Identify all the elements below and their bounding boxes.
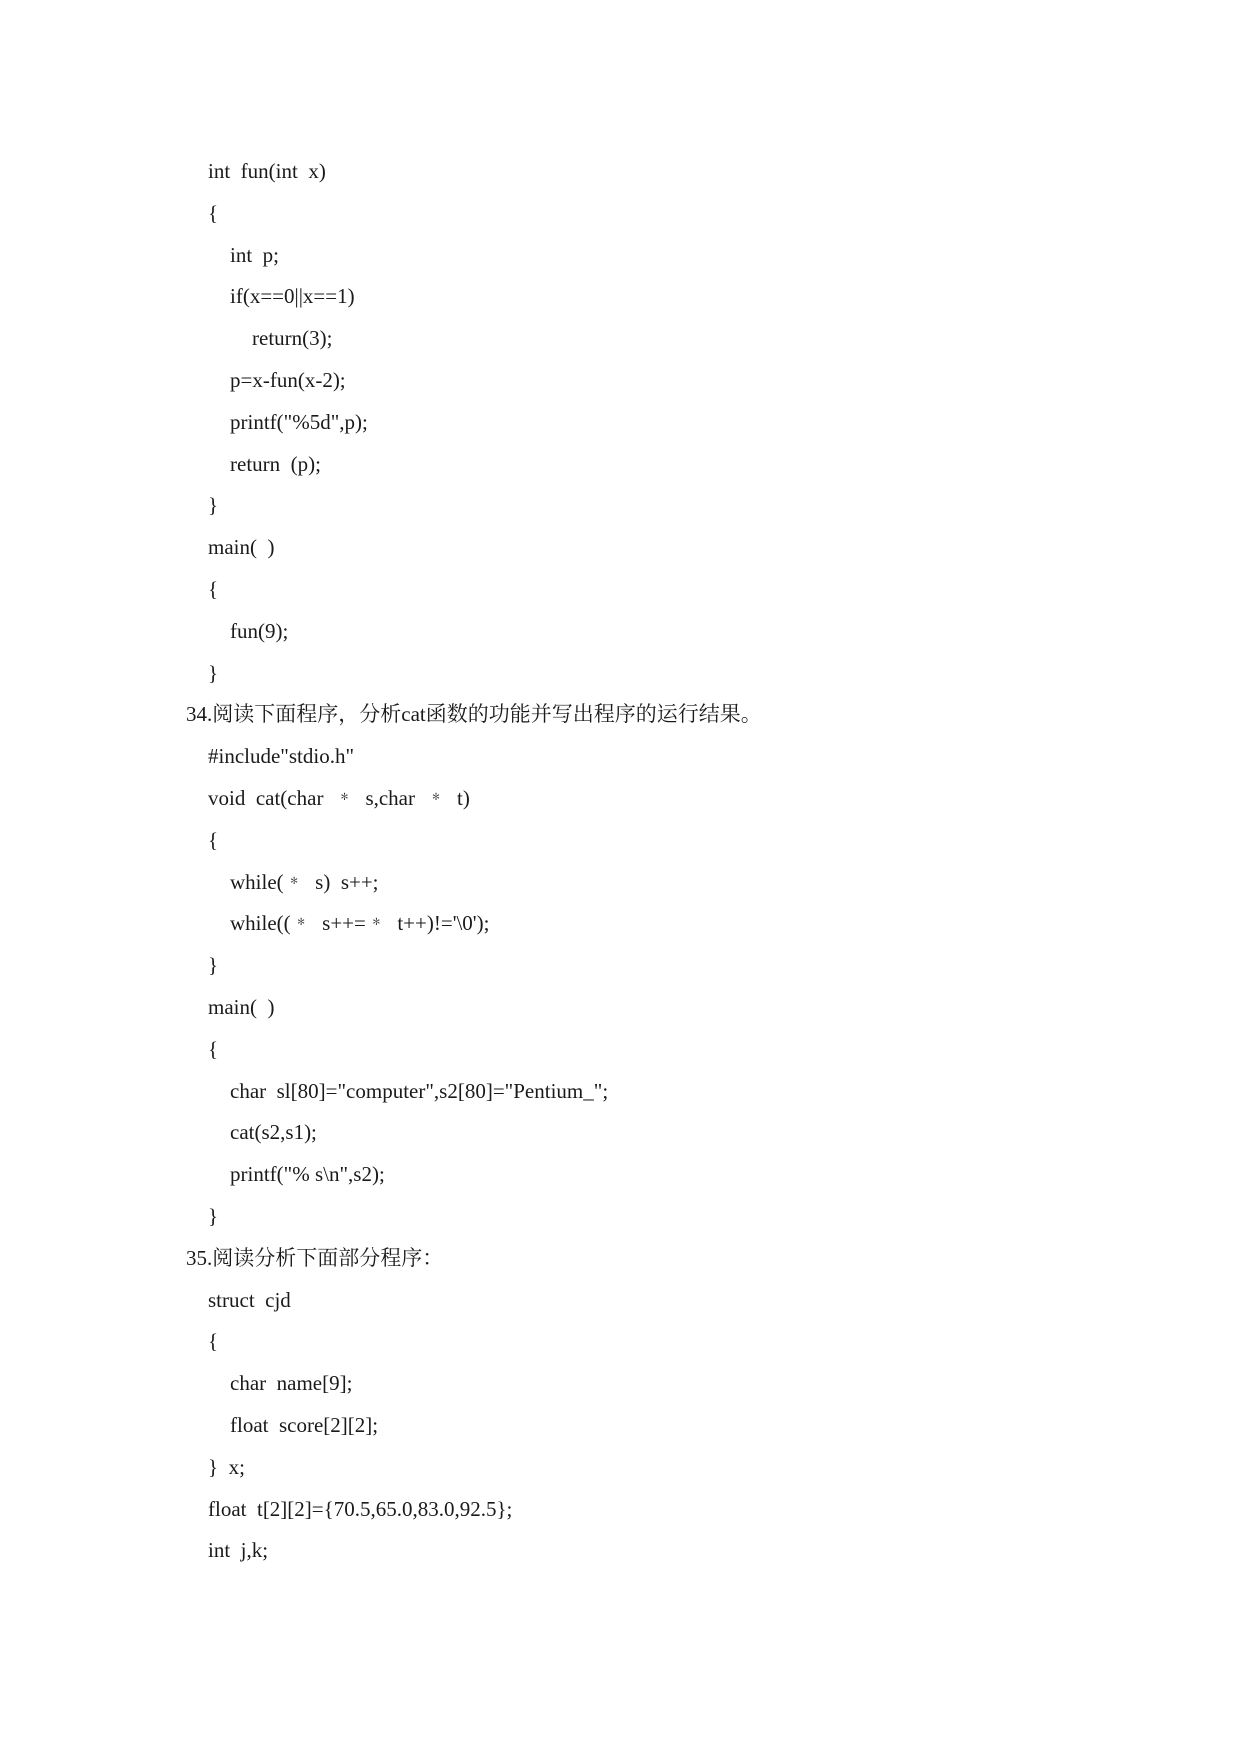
code-line [0,1534,1241,1576]
code-line [0,740,1241,782]
code-text: cat(s2,s1); [230,1120,317,1145]
code-text: main( ) [208,994,275,1019]
code-line [0,406,1241,448]
code-line [0,1075,1241,1117]
code-text: int p; [230,242,280,267]
code-text: return(3); [252,326,333,351]
code-text: } [208,660,219,685]
code-text: printf("% s\n",s2); [230,1162,385,1187]
code-text: return (p); [230,451,321,476]
code-line [0,1200,1241,1242]
question-text: 34.阅读下面程序，分析cat函数的功能并写出程序的运行结果。 [186,702,762,727]
code-line [0,907,1241,949]
code-line [0,1409,1241,1451]
code-line [0,949,1241,991]
code-line [0,1493,1241,1535]
code-text: int j,k; [208,1538,269,1563]
document-body [0,155,1241,1576]
code-line [0,782,1241,824]
code-text: { [208,827,219,852]
code-line [0,364,1241,406]
code-text: } [208,1203,219,1228]
code-text: while((﹡ s++=﹡ t++)!='\0'); [230,911,490,936]
code-line [0,866,1241,908]
code-line [0,615,1241,657]
code-text: { [208,1036,219,1061]
code-text: float t[2][2]={70.5,65.0,83.0,92.5}; [208,1496,513,1521]
question-heading-line [0,1242,1241,1284]
code-line [0,824,1241,866]
code-text: printf("%5d",p); [230,409,368,434]
question-text: 35.阅读分析下面部分程序： [186,1245,444,1270]
question-heading-line [0,698,1241,740]
code-text: { [208,200,219,225]
code-text: struct cjd [208,1287,291,1312]
code-line [0,239,1241,281]
code-text: } [208,493,219,518]
code-text: } [208,953,219,978]
code-text: { [208,1329,219,1354]
code-line [0,1116,1241,1158]
code-line [0,1284,1241,1326]
code-text: float score[2][2]; [230,1412,379,1437]
code-text: void cat(char ﹡ s,char ﹡ t) [208,785,470,810]
code-text: main( ) [208,535,275,560]
code-line [0,1325,1241,1367]
code-text: if(x==0||x==1) [230,284,355,309]
code-text: fun(9); [230,618,289,643]
code-line [0,155,1241,197]
code-line [0,1367,1241,1409]
code-text: char sl[80]="computer",s2[80]="Pentium_"; [230,1078,609,1103]
code-text: } x; [208,1454,245,1479]
code-line [0,1158,1241,1200]
code-text: { [208,576,219,601]
code-text: int fun(int x) [208,159,326,183]
code-line [0,657,1241,699]
code-line [0,1451,1241,1493]
code-line [0,322,1241,364]
code-text: p=x-fun(x-2); [230,367,346,392]
code-line [0,280,1241,322]
code-line [0,573,1241,615]
code-line [0,489,1241,531]
code-line [0,531,1241,573]
code-text: while(﹡ s) s++; [230,869,379,894]
code-text: #include"stdio.h" [208,744,355,769]
code-line [0,197,1241,239]
code-line [0,448,1241,490]
code-line [0,991,1241,1033]
code-text: char name[9]; [230,1371,353,1396]
code-line [0,1033,1241,1075]
